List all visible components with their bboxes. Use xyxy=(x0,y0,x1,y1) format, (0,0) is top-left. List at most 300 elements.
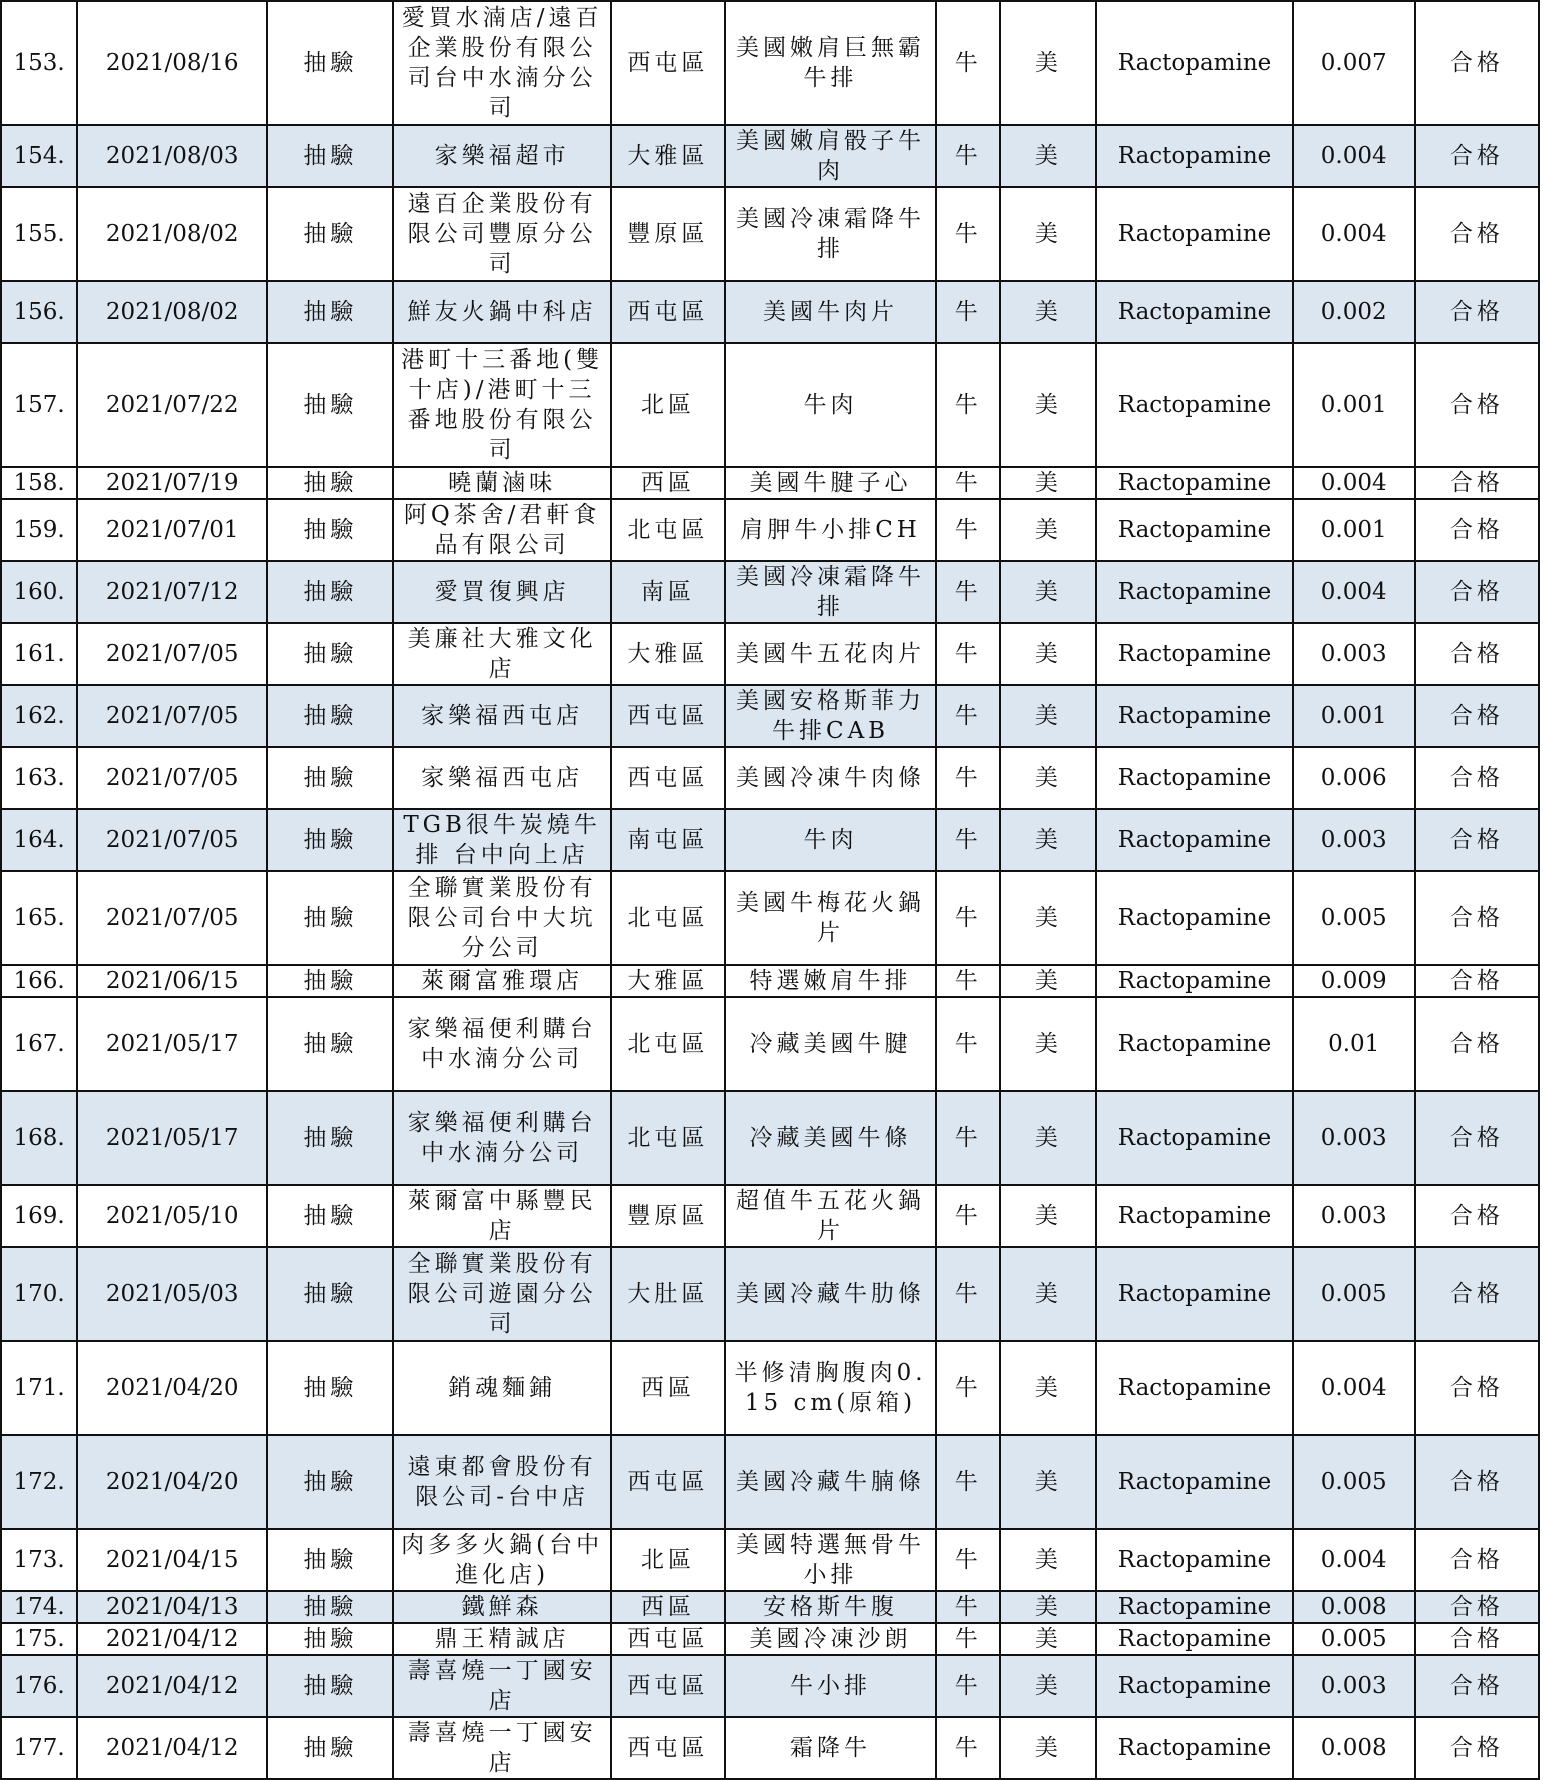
origin-country-cell: 美 xyxy=(1000,997,1096,1091)
row-number-cell: 176. xyxy=(1,1655,77,1717)
store-name-cell: 全聯實業股份有限公司遊園分公司 xyxy=(393,1247,610,1341)
district-cell: 西屯區 xyxy=(611,1435,725,1529)
residue-value-cell: 0.001 xyxy=(1293,343,1415,467)
store-name-cell: 萊爾富雅環店 xyxy=(393,965,610,997)
inspection-date-cell: 2021/04/12 xyxy=(77,1623,267,1655)
inspection-date-cell: 2021/05/17 xyxy=(77,997,267,1091)
store-name-cell: 遠百企業股份有限公司豐原分公司 xyxy=(393,187,610,281)
district-cell: 西區 xyxy=(611,1591,725,1623)
species-cell: 牛 xyxy=(936,1,1000,125)
residue-value-cell: 0.003 xyxy=(1293,1091,1415,1185)
residue-value-cell: 0.003 xyxy=(1293,809,1415,871)
inspection-type-cell: 抽驗 xyxy=(267,1091,393,1185)
inspection-date-cell: 2021/07/05 xyxy=(77,871,267,965)
district-cell: 西屯區 xyxy=(611,747,725,809)
origin-country-cell: 美 xyxy=(1000,1,1096,125)
store-name-cell: 家樂福便利購台中水湳分公司 xyxy=(393,1091,610,1185)
residue-value-cell: 0.01 xyxy=(1293,997,1415,1091)
drug-name-cell: Ractopamine xyxy=(1096,1435,1292,1529)
origin-country-cell: 美 xyxy=(1000,623,1096,685)
table-row xyxy=(1,467,1539,499)
inspection-date-cell: 2021/07/22 xyxy=(77,343,267,467)
table-row xyxy=(1,623,1539,685)
origin-country-cell: 美 xyxy=(1000,1623,1096,1655)
test-result-cell: 合格 xyxy=(1415,1185,1539,1247)
inspection-type-cell: 抽驗 xyxy=(267,1435,393,1529)
inspection-date-cell: 2021/04/15 xyxy=(77,1529,267,1591)
origin-country-cell: 美 xyxy=(1000,1529,1096,1591)
row-number-cell: 167. xyxy=(1,997,77,1091)
residue-value-cell: 0.006 xyxy=(1293,747,1415,809)
origin-country-cell: 美 xyxy=(1000,1341,1096,1435)
table-row xyxy=(1,561,1539,623)
row-number-cell: 157. xyxy=(1,343,77,467)
district-cell: 北屯區 xyxy=(611,871,725,965)
inspection-date-cell: 2021/05/17 xyxy=(77,1091,267,1185)
row-number-cell: 163. xyxy=(1,747,77,809)
origin-country-cell: 美 xyxy=(1000,467,1096,499)
store-name-cell: 銷魂麵鋪 xyxy=(393,1341,610,1435)
table-row xyxy=(1,281,1539,343)
inspection-type-cell: 抽驗 xyxy=(267,343,393,467)
product-name-cell: 美國冷藏牛肋條 xyxy=(725,1247,936,1341)
drug-name-cell: Ractopamine xyxy=(1096,343,1292,467)
origin-country-cell: 美 xyxy=(1000,343,1096,467)
species-cell: 牛 xyxy=(936,1185,1000,1247)
store-name-cell: 美廉社大雅文化店 xyxy=(393,623,610,685)
table-row xyxy=(1,809,1539,871)
product-name-cell: 美國特選無骨牛小排 xyxy=(725,1529,936,1591)
residue-value-cell: 0.008 xyxy=(1293,1591,1415,1623)
drug-name-cell: Ractopamine xyxy=(1096,965,1292,997)
inspection-type-cell: 抽驗 xyxy=(267,467,393,499)
store-name-cell: 家樂福西屯店 xyxy=(393,685,610,747)
residue-value-cell: 0.005 xyxy=(1293,1247,1415,1341)
species-cell: 牛 xyxy=(936,499,1000,561)
residue-value-cell: 0.004 xyxy=(1293,125,1415,187)
product-name-cell: 牛小排 xyxy=(725,1655,936,1717)
test-result-cell: 合格 xyxy=(1415,809,1539,871)
table-row xyxy=(1,1091,1539,1185)
species-cell: 牛 xyxy=(936,623,1000,685)
residue-value-cell: 0.001 xyxy=(1293,499,1415,561)
test-result-cell: 合格 xyxy=(1415,281,1539,343)
inspection-type-cell: 抽驗 xyxy=(267,125,393,187)
inspection-type-cell: 抽驗 xyxy=(267,499,393,561)
product-name-cell: 霜降牛 xyxy=(725,1717,936,1779)
inspection-date-cell: 2021/07/05 xyxy=(77,809,267,871)
inspection-date-cell: 2021/07/05 xyxy=(77,747,267,809)
inspection-date-cell: 2021/08/02 xyxy=(77,187,267,281)
row-number-cell: 160. xyxy=(1,561,77,623)
test-result-cell: 合格 xyxy=(1415,1591,1539,1623)
district-cell: 西區 xyxy=(611,1341,725,1435)
origin-country-cell: 美 xyxy=(1000,125,1096,187)
drug-name-cell: Ractopamine xyxy=(1096,1623,1292,1655)
species-cell: 牛 xyxy=(936,809,1000,871)
residue-value-cell: 0.004 xyxy=(1293,561,1415,623)
species-cell: 牛 xyxy=(936,1091,1000,1185)
drug-name-cell: Ractopamine xyxy=(1096,685,1292,747)
inspection-date-cell: 2021/07/01 xyxy=(77,499,267,561)
row-number-cell: 159. xyxy=(1,499,77,561)
row-number-cell: 169. xyxy=(1,1185,77,1247)
table-row xyxy=(1,965,1539,997)
origin-country-cell: 美 xyxy=(1000,1247,1096,1341)
test-result-cell: 合格 xyxy=(1415,125,1539,187)
table-row xyxy=(1,125,1539,187)
store-name-cell: 曉蘭滷味 xyxy=(393,467,610,499)
inspection-date-cell: 2021/07/12 xyxy=(77,561,267,623)
origin-country-cell: 美 xyxy=(1000,1591,1096,1623)
drug-name-cell: Ractopamine xyxy=(1096,499,1292,561)
row-number-cell: 175. xyxy=(1,1623,77,1655)
drug-name-cell: Ractopamine xyxy=(1096,871,1292,965)
row-number-cell: 158. xyxy=(1,467,77,499)
species-cell: 牛 xyxy=(936,561,1000,623)
drug-name-cell: Ractopamine xyxy=(1096,1529,1292,1591)
test-result-cell: 合格 xyxy=(1415,1435,1539,1529)
district-cell: 西屯區 xyxy=(611,1717,725,1779)
residue-value-cell: 0.005 xyxy=(1293,1623,1415,1655)
inspection-date-cell: 2021/07/05 xyxy=(77,623,267,685)
district-cell: 西屯區 xyxy=(611,685,725,747)
store-name-cell: 壽喜燒一丁國安店 xyxy=(393,1655,610,1717)
table-row xyxy=(1,187,1539,281)
inspection-type-cell: 抽驗 xyxy=(267,1655,393,1717)
table-row xyxy=(1,747,1539,809)
species-cell: 牛 xyxy=(936,997,1000,1091)
species-cell: 牛 xyxy=(936,187,1000,281)
table-row xyxy=(1,1185,1539,1247)
test-result-cell: 合格 xyxy=(1415,1091,1539,1185)
district-cell: 豐原區 xyxy=(611,187,725,281)
species-cell: 牛 xyxy=(936,343,1000,467)
inspection-date-cell: 2021/04/20 xyxy=(77,1341,267,1435)
row-number-cell: 156. xyxy=(1,281,77,343)
inspection-date-cell: 2021/04/13 xyxy=(77,1591,267,1623)
product-name-cell: 美國嫩肩巨無霸牛排 xyxy=(725,1,936,125)
inspection-type-cell: 抽驗 xyxy=(267,1529,393,1591)
district-cell: 西屯區 xyxy=(611,281,725,343)
district-cell: 西屯區 xyxy=(611,1655,725,1717)
test-result-cell: 合格 xyxy=(1415,499,1539,561)
origin-country-cell: 美 xyxy=(1000,1655,1096,1717)
test-result-cell: 合格 xyxy=(1415,623,1539,685)
product-name-cell: 美國牛梅花火鍋片 xyxy=(725,871,936,965)
product-name-cell: 冷藏美國牛腱 xyxy=(725,997,936,1091)
store-name-cell: 阿Q茶舍/君軒食品有限公司 xyxy=(393,499,610,561)
row-number-cell: 165. xyxy=(1,871,77,965)
origin-country-cell: 美 xyxy=(1000,187,1096,281)
store-name-cell: TGB很牛炭燒牛排 台中向上店 xyxy=(393,809,610,871)
drug-name-cell: Ractopamine xyxy=(1096,1591,1292,1623)
row-number-cell: 164. xyxy=(1,809,77,871)
residue-value-cell: 0.003 xyxy=(1293,1185,1415,1247)
drug-name-cell: Ractopamine xyxy=(1096,1341,1292,1435)
product-name-cell: 美國牛肉片 xyxy=(725,281,936,343)
table-row xyxy=(1,1529,1539,1591)
drug-name-cell: Ractopamine xyxy=(1096,1247,1292,1341)
district-cell: 北屯區 xyxy=(611,997,725,1091)
species-cell: 牛 xyxy=(936,747,1000,809)
store-name-cell: 港町十三番地(雙十店)/港町十三番地股份有限公司 xyxy=(393,343,610,467)
drug-name-cell: Ractopamine xyxy=(1096,561,1292,623)
origin-country-cell: 美 xyxy=(1000,747,1096,809)
table-row xyxy=(1,343,1539,467)
table-row xyxy=(1,1591,1539,1623)
inspection-date-cell: 2021/08/16 xyxy=(77,1,267,125)
table-row xyxy=(1,1247,1539,1341)
product-name-cell: 美國冷藏牛腩條 xyxy=(725,1435,936,1529)
row-number-cell: 154. xyxy=(1,125,77,187)
product-name-cell: 美國冷凍牛肉條 xyxy=(725,747,936,809)
table-row xyxy=(1,1435,1539,1529)
store-name-cell: 愛買復興店 xyxy=(393,561,610,623)
drug-name-cell: Ractopamine xyxy=(1096,1091,1292,1185)
test-result-cell: 合格 xyxy=(1415,1529,1539,1591)
test-result-cell: 合格 xyxy=(1415,1623,1539,1655)
inspection-type-cell: 抽驗 xyxy=(267,1623,393,1655)
district-cell: 西屯區 xyxy=(611,1,725,125)
drug-name-cell: Ractopamine xyxy=(1096,747,1292,809)
species-cell: 牛 xyxy=(936,1655,1000,1717)
inspection-date-cell: 2021/06/15 xyxy=(77,965,267,997)
residue-value-cell: 0.004 xyxy=(1293,187,1415,281)
drug-name-cell: Ractopamine xyxy=(1096,187,1292,281)
test-result-cell: 合格 xyxy=(1415,467,1539,499)
district-cell: 大雅區 xyxy=(611,623,725,685)
product-name-cell: 美國安格斯菲力牛排CAB xyxy=(725,685,936,747)
row-number-cell: 153. xyxy=(1,1,77,125)
species-cell: 牛 xyxy=(936,125,1000,187)
residue-value-cell: 0.003 xyxy=(1293,623,1415,685)
residue-value-cell: 0.005 xyxy=(1293,871,1415,965)
table-row xyxy=(1,1,1539,125)
species-cell: 牛 xyxy=(936,467,1000,499)
product-name-cell: 冷藏美國牛條 xyxy=(725,1091,936,1185)
row-number-cell: 171. xyxy=(1,1341,77,1435)
row-number-cell: 177. xyxy=(1,1717,77,1779)
residue-value-cell: 0.001 xyxy=(1293,685,1415,747)
origin-country-cell: 美 xyxy=(1000,871,1096,965)
table-row xyxy=(1,1655,1539,1717)
district-cell: 大雅區 xyxy=(611,965,725,997)
store-name-cell: 家樂福便利購台中水湳分公司 xyxy=(393,997,610,1091)
origin-country-cell: 美 xyxy=(1000,1435,1096,1529)
origin-country-cell: 美 xyxy=(1000,809,1096,871)
product-name-cell: 安格斯牛腹 xyxy=(725,1591,936,1623)
inspection-date-cell: 2021/04/12 xyxy=(77,1717,267,1779)
inspection-date-cell: 2021/07/05 xyxy=(77,685,267,747)
store-name-cell: 愛買水湳店/遠百企業股份有限公司台中水湳分公司 xyxy=(393,1,610,125)
inspection-type-cell: 抽驗 xyxy=(267,561,393,623)
inspection-date-cell: 2021/07/19 xyxy=(77,467,267,499)
district-cell: 大肚區 xyxy=(611,1247,725,1341)
origin-country-cell: 美 xyxy=(1000,685,1096,747)
inspection-type-cell: 抽驗 xyxy=(267,623,393,685)
drug-name-cell: Ractopamine xyxy=(1096,809,1292,871)
inspection-type-cell: 抽驗 xyxy=(267,1185,393,1247)
inspection-type-cell: 抽驗 xyxy=(267,685,393,747)
product-name-cell: 特選嫩肩牛排 xyxy=(725,965,936,997)
test-result-cell: 合格 xyxy=(1415,871,1539,965)
store-name-cell: 鼎王精誠店 xyxy=(393,1623,610,1655)
product-name-cell: 牛肉 xyxy=(725,809,936,871)
drug-name-cell: Ractopamine xyxy=(1096,1655,1292,1717)
test-result-cell: 合格 xyxy=(1415,1341,1539,1435)
drug-name-cell: Ractopamine xyxy=(1096,1,1292,125)
district-cell: 北屯區 xyxy=(611,499,725,561)
store-name-cell: 萊爾富中縣豐民店 xyxy=(393,1185,610,1247)
test-result-cell: 合格 xyxy=(1415,343,1539,467)
inspection-type-cell: 抽驗 xyxy=(267,187,393,281)
product-name-cell: 超值牛五花火鍋片 xyxy=(725,1185,936,1247)
table-row xyxy=(1,1341,1539,1435)
residue-value-cell: 0.009 xyxy=(1293,965,1415,997)
row-number-cell: 173. xyxy=(1,1529,77,1591)
drug-name-cell: Ractopamine xyxy=(1096,623,1292,685)
row-number-cell: 166. xyxy=(1,965,77,997)
residue-value-cell: 0.004 xyxy=(1293,1341,1415,1435)
table-body xyxy=(1,1,1539,1779)
district-cell: 北區 xyxy=(611,343,725,467)
origin-country-cell: 美 xyxy=(1000,965,1096,997)
inspection-type-cell: 抽驗 xyxy=(267,1341,393,1435)
product-name-cell: 美國牛腱子心 xyxy=(725,467,936,499)
test-result-cell: 合格 xyxy=(1415,747,1539,809)
inspection-type-cell: 抽驗 xyxy=(267,1717,393,1779)
residue-value-cell: 0.002 xyxy=(1293,281,1415,343)
store-name-cell: 鐵鮮森 xyxy=(393,1591,610,1623)
drug-name-cell: Ractopamine xyxy=(1096,125,1292,187)
species-cell: 牛 xyxy=(936,281,1000,343)
district-cell: 大雅區 xyxy=(611,125,725,187)
drug-name-cell: Ractopamine xyxy=(1096,1717,1292,1779)
table-row xyxy=(1,871,1539,965)
residue-value-cell: 0.004 xyxy=(1293,1529,1415,1591)
drug-name-cell: Ractopamine xyxy=(1096,1185,1292,1247)
drug-name-cell: Ractopamine xyxy=(1096,997,1292,1091)
inspection-type-cell: 抽驗 xyxy=(267,1247,393,1341)
inspection-type-cell: 抽驗 xyxy=(267,281,393,343)
district-cell: 西區 xyxy=(611,467,725,499)
residue-value-cell: 0.004 xyxy=(1293,467,1415,499)
table-row xyxy=(1,997,1539,1091)
test-result-cell: 合格 xyxy=(1415,1247,1539,1341)
test-result-cell: 合格 xyxy=(1415,1,1539,125)
table-row xyxy=(1,1717,1539,1779)
table-row xyxy=(1,499,1539,561)
inspection-date-cell: 2021/04/12 xyxy=(77,1655,267,1717)
drug-name-cell: Ractopamine xyxy=(1096,467,1292,499)
test-result-cell: 合格 xyxy=(1415,1717,1539,1779)
species-cell: 牛 xyxy=(936,685,1000,747)
district-cell: 南屯區 xyxy=(611,809,725,871)
species-cell: 牛 xyxy=(936,1717,1000,1779)
district-cell: 南區 xyxy=(611,561,725,623)
inspection-type-cell: 抽驗 xyxy=(267,747,393,809)
store-name-cell: 家樂福西屯店 xyxy=(393,747,610,809)
product-name-cell: 美國冷凍霜降牛排 xyxy=(725,561,936,623)
origin-country-cell: 美 xyxy=(1000,1091,1096,1185)
inspection-type-cell: 抽驗 xyxy=(267,965,393,997)
test-result-cell: 合格 xyxy=(1415,997,1539,1091)
inspection-type-cell: 抽驗 xyxy=(267,871,393,965)
origin-country-cell: 美 xyxy=(1000,499,1096,561)
origin-country-cell: 美 xyxy=(1000,281,1096,343)
store-name-cell: 鮮友火鍋中科店 xyxy=(393,281,610,343)
row-number-cell: 161. xyxy=(1,623,77,685)
species-cell: 牛 xyxy=(936,1623,1000,1655)
residue-value-cell: 0.007 xyxy=(1293,1,1415,125)
store-name-cell: 家樂福超市 xyxy=(393,125,610,187)
inspection-type-cell: 抽驗 xyxy=(267,809,393,871)
row-number-cell: 170. xyxy=(1,1247,77,1341)
residue-value-cell: 0.008 xyxy=(1293,1717,1415,1779)
origin-country-cell: 美 xyxy=(1000,561,1096,623)
test-result-cell: 合格 xyxy=(1415,965,1539,997)
row-number-cell: 162. xyxy=(1,685,77,747)
species-cell: 牛 xyxy=(936,965,1000,997)
species-cell: 牛 xyxy=(936,871,1000,965)
drug-name-cell: Ractopamine xyxy=(1096,281,1292,343)
test-result-cell: 合格 xyxy=(1415,187,1539,281)
product-name-cell: 美國嫩肩骰子牛肉 xyxy=(725,125,936,187)
store-name-cell: 遠東都會股份有限公司-台中店 xyxy=(393,1435,610,1529)
origin-country-cell: 美 xyxy=(1000,1185,1096,1247)
residue-value-cell: 0.003 xyxy=(1293,1655,1415,1717)
row-number-cell: 174. xyxy=(1,1591,77,1623)
test-result-cell: 合格 xyxy=(1415,561,1539,623)
inspection-date-cell: 2021/05/03 xyxy=(77,1247,267,1341)
district-cell: 北屯區 xyxy=(611,1091,725,1185)
species-cell: 牛 xyxy=(936,1247,1000,1341)
product-name-cell: 牛肉 xyxy=(725,343,936,467)
species-cell: 牛 xyxy=(936,1529,1000,1591)
inspection-type-cell: 抽驗 xyxy=(267,1,393,125)
product-name-cell: 美國冷凍沙朗 xyxy=(725,1623,936,1655)
store-name-cell: 全聯實業股份有限公司台中大坑分公司 xyxy=(393,871,610,965)
species-cell: 牛 xyxy=(936,1341,1000,1435)
product-name-cell: 半修清胸腹肉0.15 cm(原箱) xyxy=(725,1341,936,1435)
inspection-date-cell: 2021/08/03 xyxy=(77,125,267,187)
inspection-type-cell: 抽驗 xyxy=(267,997,393,1091)
test-result-cell: 合格 xyxy=(1415,685,1539,747)
row-number-cell: 168. xyxy=(1,1091,77,1185)
row-number-cell: 155. xyxy=(1,187,77,281)
residue-value-cell: 0.005 xyxy=(1293,1435,1415,1529)
product-name-cell: 肩胛牛小排CH xyxy=(725,499,936,561)
store-name-cell: 壽喜燒一丁國安店 xyxy=(393,1717,610,1779)
table-row xyxy=(1,1623,1539,1655)
district-cell: 西屯區 xyxy=(611,1623,725,1655)
inspection-type-cell: 抽驗 xyxy=(267,1591,393,1623)
district-cell: 北區 xyxy=(611,1529,725,1591)
table-row xyxy=(1,685,1539,747)
inspection-date-cell: 2021/08/02 xyxy=(77,281,267,343)
inspection-date-cell: 2021/04/20 xyxy=(77,1435,267,1529)
row-number-cell: 172. xyxy=(1,1435,77,1529)
species-cell: 牛 xyxy=(936,1435,1000,1529)
district-cell: 豐原區 xyxy=(611,1185,725,1247)
store-name-cell: 肉多多火鍋(台中進化店) xyxy=(393,1529,610,1591)
inspection-date-cell: 2021/05/10 xyxy=(77,1185,267,1247)
test-result-cell: 合格 xyxy=(1415,1655,1539,1717)
species-cell: 牛 xyxy=(936,1591,1000,1623)
origin-country-cell: 美 xyxy=(1000,1717,1096,1779)
product-name-cell: 美國冷凍霜降牛排 xyxy=(725,187,936,281)
